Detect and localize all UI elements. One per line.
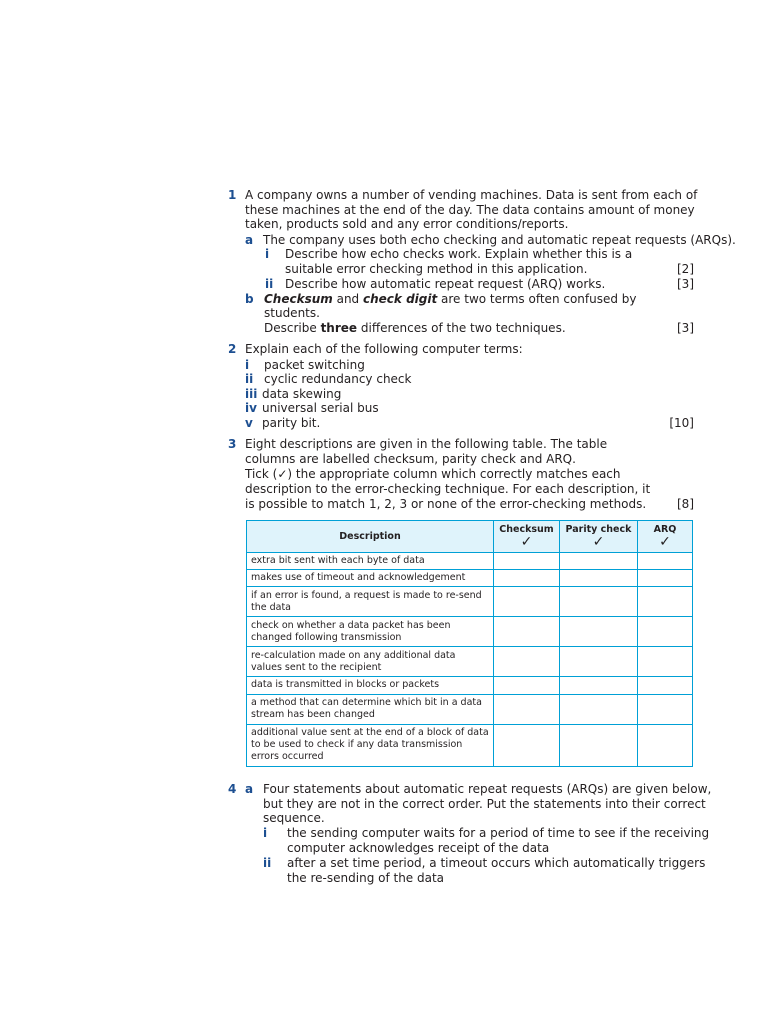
question-text-line: A company owns a number of vending machines. Data is sent from each of bbox=[245, 188, 698, 202]
table-row bbox=[247, 617, 693, 647]
question-text-line: these machines at the end of the day. The data contains amount of money bbox=[245, 203, 695, 217]
parity-check-tick-cell[interactable] bbox=[560, 724, 638, 766]
parity-check-tick-cell[interactable] bbox=[560, 553, 638, 570]
term-checksum: Checksum bbox=[264, 292, 333, 306]
mark-allocation: [10] bbox=[669, 416, 694, 430]
part-text-line: sequence. bbox=[263, 811, 325, 825]
subpart-label: ii bbox=[265, 277, 274, 291]
checksum-tick-cell[interactable] bbox=[494, 694, 560, 724]
question-1 bbox=[228, 188, 736, 338]
part-label: a bbox=[245, 782, 254, 796]
item-label: iii bbox=[245, 387, 258, 401]
connector-text: and bbox=[332, 292, 363, 306]
table-row bbox=[247, 677, 693, 694]
item-label: ii bbox=[245, 372, 254, 386]
question-text-line: Tick (✓) the appropriate column which correctly matches each bbox=[245, 467, 621, 481]
checksum-tick-cell[interactable] bbox=[494, 677, 560, 694]
header-checksum bbox=[494, 521, 560, 553]
description-cell: extra bit sent with each byte of data bbox=[247, 553, 494, 570]
part-text-rest: are two terms often confused by bbox=[437, 292, 637, 306]
question-text-line: is possible to match 1, 2, 3 or none of the error-checking methods. bbox=[245, 497, 647, 511]
table-row bbox=[247, 587, 693, 617]
question-text-line: description to the error-checking technique. For each description, it bbox=[245, 482, 651, 496]
arq-tick-cell[interactable] bbox=[638, 647, 693, 677]
arq-tick-cell[interactable] bbox=[638, 724, 693, 766]
parity-check-tick-cell[interactable] bbox=[560, 694, 638, 724]
description-cell: if an error is found, a request is made to re-send the data bbox=[247, 587, 494, 617]
question-3 bbox=[228, 437, 694, 517]
tick-icon: ✓ bbox=[659, 534, 671, 550]
question-number: 2 bbox=[228, 342, 237, 356]
subpart-text: Describe how automatic repeat request (ARQ) works. bbox=[285, 277, 606, 291]
item-label: i bbox=[245, 358, 250, 372]
table-row bbox=[247, 694, 693, 724]
subpart-label: i bbox=[265, 247, 270, 261]
description-cell: a method that can determine which bit in a data stream has been changed bbox=[247, 694, 494, 724]
subpart-text-line: suitable error checking method in this application. bbox=[285, 262, 588, 276]
header-parity-check bbox=[560, 521, 638, 553]
header-arq-label: ARQ bbox=[653, 524, 677, 535]
item-text: parity bit. bbox=[262, 416, 321, 430]
item-text: cyclic redundancy check bbox=[264, 372, 412, 386]
checksum-tick-cell[interactable] bbox=[494, 647, 560, 677]
header-checksum-label: Checksum bbox=[499, 524, 554, 535]
description-cell: additional value sent at the end of a block of data to be used to check if any data transmission errors occurred bbox=[247, 724, 494, 766]
item-text: universal serial bus bbox=[262, 401, 379, 415]
item-label: v bbox=[245, 416, 253, 430]
arq-tick-cell[interactable] bbox=[638, 553, 693, 570]
question-4 bbox=[228, 782, 712, 892]
part-text: The company uses both echo checking and automatic repeat requests (ARQs). bbox=[263, 233, 736, 247]
question-text-line: taken, products sold and any error conditions/reports. bbox=[245, 217, 569, 231]
part-text-line: students. bbox=[264, 306, 320, 320]
question-number: 1 bbox=[228, 188, 237, 202]
description-cell: check on whether a data packet has been changed following transmission bbox=[247, 617, 494, 647]
header-parity-check-label: Parity check bbox=[565, 524, 632, 535]
description-cell: re-calculation made on any additional data values sent to the recipient bbox=[247, 647, 494, 677]
statement-text-line: the sending computer waits for a period of time to see if the receiving bbox=[287, 826, 710, 840]
question-text-line: Eight descriptions are given in the following table. The table bbox=[245, 437, 608, 451]
question-text-line: columns are labelled checksum, parity check and ARQ. bbox=[245, 452, 576, 466]
parity-check-tick-cell[interactable] bbox=[560, 677, 638, 694]
statement-label: i bbox=[263, 826, 268, 840]
item-text: packet switching bbox=[264, 358, 365, 372]
part-text-line: but they are not in the correct order. Put the statements into their correct bbox=[263, 797, 706, 811]
question-number: 4 bbox=[228, 782, 237, 796]
mark-allocation: [3] bbox=[677, 321, 694, 335]
parity-check-tick-cell[interactable] bbox=[560, 617, 638, 647]
arq-tick-cell[interactable] bbox=[638, 570, 693, 587]
arq-tick-cell[interactable] bbox=[638, 617, 693, 647]
tick-icon: ✓ bbox=[592, 534, 605, 550]
table-row bbox=[247, 724, 693, 766]
item-text: data skewing bbox=[262, 387, 342, 401]
header-description: Description bbox=[247, 521, 494, 553]
mark-allocation: [8] bbox=[677, 497, 694, 511]
table-row bbox=[247, 553, 693, 570]
question-number: 3 bbox=[228, 437, 237, 451]
statement-text-line: computer acknowledges receipt of the data bbox=[287, 841, 550, 855]
arq-tick-cell[interactable] bbox=[638, 694, 693, 724]
part-text-line: Four statements about automatic repeat requests (ARQs) are given below, bbox=[263, 782, 712, 796]
term-check-digit: check digit bbox=[363, 292, 438, 306]
parity-check-tick-cell[interactable] bbox=[560, 587, 638, 617]
checksum-tick-cell[interactable] bbox=[494, 617, 560, 647]
error-checking-table bbox=[246, 520, 693, 767]
table-row bbox=[247, 647, 693, 677]
checksum-tick-cell[interactable] bbox=[494, 587, 560, 617]
checksum-tick-cell[interactable] bbox=[494, 570, 560, 587]
header-arq bbox=[638, 521, 693, 553]
table-header-row bbox=[247, 521, 693, 553]
part-label: b bbox=[245, 292, 254, 306]
arq-tick-cell[interactable] bbox=[638, 677, 693, 694]
emphasis-three: three bbox=[320, 321, 358, 335]
mark-allocation: [2] bbox=[677, 262, 694, 276]
statement-text-line: the re-sending of the data bbox=[287, 871, 445, 885]
mark-allocation: [3] bbox=[677, 277, 694, 291]
question-text: Explain each of the following computer terms: bbox=[245, 342, 523, 356]
item-label: iv bbox=[245, 401, 257, 415]
subpart-text-line: Describe how echo checks work. Explain whether this is a bbox=[285, 247, 633, 261]
arq-tick-cell[interactable] bbox=[638, 587, 693, 617]
tick-icon: ✓ bbox=[520, 534, 533, 550]
checksum-tick-cell[interactable] bbox=[494, 724, 560, 766]
statement-label: ii bbox=[263, 856, 272, 870]
statement-text-line: after a set time period, a timeout occurs which automatically triggers bbox=[287, 856, 706, 870]
parity-check-tick-cell[interactable] bbox=[560, 570, 638, 587]
describe-text: differences of the two techniques. bbox=[357, 321, 566, 335]
part-label: a bbox=[245, 233, 254, 247]
table-row bbox=[247, 570, 693, 587]
part-text-line bbox=[264, 321, 566, 336]
part-text bbox=[264, 292, 637, 307]
description-cell: data is transmitted in blocks or packets bbox=[247, 677, 494, 694]
describe-text: Describe bbox=[264, 321, 321, 335]
checksum-tick-cell[interactable] bbox=[494, 553, 560, 570]
description-cell: makes use of timeout and acknowledgement bbox=[247, 570, 494, 587]
parity-check-tick-cell[interactable] bbox=[560, 647, 638, 677]
question-2 bbox=[228, 342, 694, 434]
